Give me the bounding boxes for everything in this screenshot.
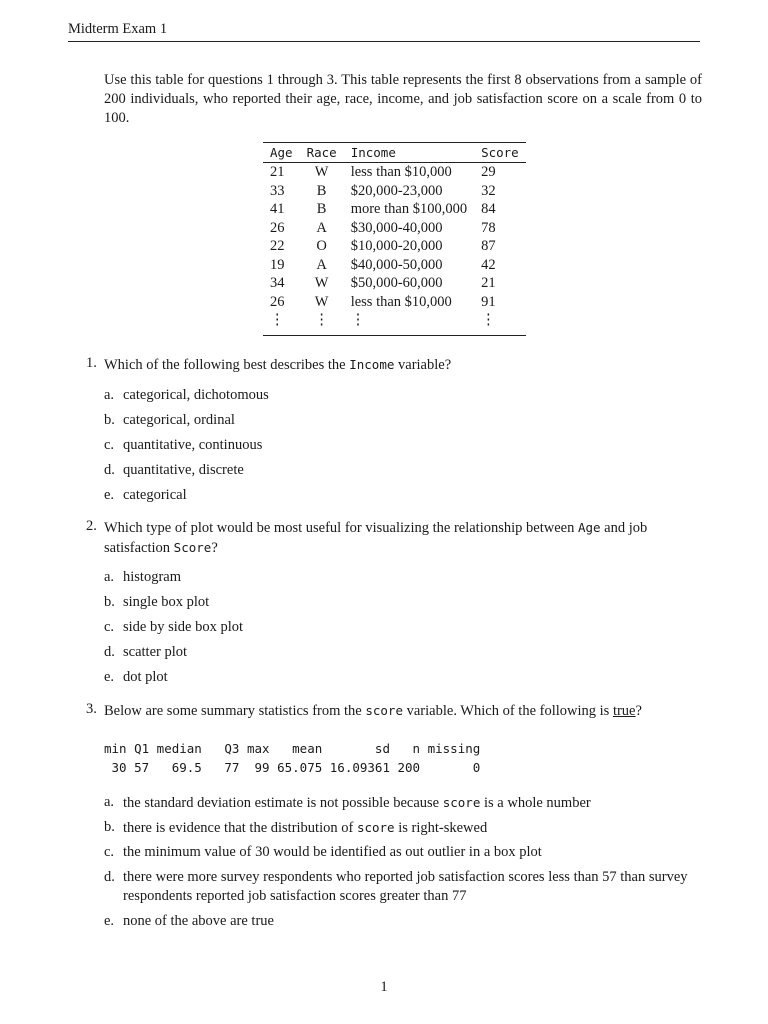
cell-income: $40,000-50,000 <box>350 256 443 273</box>
option-b[interactable] <box>104 818 702 843</box>
question-text-part: Below are some summary statistics from the <box>104 703 366 719</box>
cell-income: less than $10,000 <box>350 164 452 181</box>
question-text <box>104 355 702 375</box>
option-text: histogram <box>123 569 181 585</box>
cell-score: 42 <box>481 256 496 273</box>
table-row <box>263 219 526 238</box>
option-text: quantitative, continuous <box>123 437 263 453</box>
header-income: Income <box>344 143 474 163</box>
ellipsis-age: ⋮ <box>263 311 300 336</box>
table-row <box>263 256 526 275</box>
cell-age: 26 <box>270 293 285 310</box>
question-2 <box>86 518 702 694</box>
cell-score: 21 <box>481 275 496 292</box>
option-text <box>123 818 703 838</box>
question-3 <box>86 701 702 731</box>
option-text: none of the above are true <box>123 913 274 929</box>
option-letter: a. <box>104 387 115 403</box>
cell-score: 78 <box>481 219 496 236</box>
option-letter: d. <box>104 869 115 885</box>
variable-code: Age <box>577 520 601 535</box>
option-text: categorical, ordinal <box>123 412 235 428</box>
cell-score: 87 <box>481 238 496 255</box>
option-e[interactable] <box>104 912 702 937</box>
ellipsis-score: ⋮ <box>474 311 526 336</box>
header-age: Age <box>263 143 300 163</box>
question-text-part: variable. Which of the following is <box>403 703 613 719</box>
cell-income: $10,000-20,000 <box>350 238 443 255</box>
cell-score: 32 <box>481 182 496 199</box>
question-1 <box>86 355 702 515</box>
option-text: categorical <box>123 487 187 503</box>
option-letter: e. <box>104 487 115 503</box>
option-letter: c. <box>104 437 115 453</box>
cell-race: B <box>316 182 327 199</box>
page-number: 1 <box>380 979 388 995</box>
summary-header: min Q1 median Q3 max mean sd n missing <box>104 741 481 756</box>
option-letter: b. <box>104 819 115 835</box>
question-text <box>104 701 702 721</box>
q3-options-list <box>104 793 702 937</box>
cell-income: $20,000-23,000 <box>350 182 443 199</box>
cell-race: A <box>316 256 327 273</box>
question-number: 3. <box>86 701 97 717</box>
cell-score: 29 <box>481 164 496 181</box>
option-letter: d. <box>104 644 115 660</box>
header-score: Score <box>474 143 526 163</box>
option-a[interactable] <box>104 793 702 818</box>
table-row <box>263 182 526 201</box>
option-letter: b. <box>104 594 115 610</box>
question-text-part: Which type of plot would be most useful for visualizing the relationship between <box>104 520 578 536</box>
cell-race: O <box>316 238 327 255</box>
question-text-part: and job satisfaction <box>104 520 648 556</box>
question-number: 1. <box>86 355 97 371</box>
option-letter: c. <box>104 844 115 860</box>
option-text-part: is a whole number <box>480 795 591 811</box>
question-text-part: Which of the following best describes the <box>104 357 350 373</box>
option-letter: c. <box>104 619 115 635</box>
summary-values: 30 57 69.5 77 99 65.075 16.09361 200 0 <box>104 760 481 775</box>
variable-code: Income <box>349 357 395 372</box>
question-text-part: ? <box>635 703 642 719</box>
option-text: single box plot <box>123 594 210 610</box>
cell-income: less than $10,000 <box>350 293 452 310</box>
option-letter: e. <box>104 913 115 929</box>
option-text: dot plot <box>123 669 168 685</box>
data-table <box>263 142 526 336</box>
cell-race: W <box>314 293 329 310</box>
table-ellipsis-row <box>263 311 526 336</box>
option-text <box>123 793 703 813</box>
table-row <box>263 237 526 256</box>
cell-age: 34 <box>270 275 285 292</box>
option-text-part: there is evidence that the distribution of <box>123 820 357 836</box>
cell-race: B <box>316 201 327 218</box>
cell-income: $50,000-60,000 <box>350 275 443 292</box>
variable-code: score <box>365 703 403 718</box>
option-text-part: is right-skewed <box>394 820 488 836</box>
table-header-row <box>263 143 526 163</box>
option-c[interactable] <box>104 843 702 868</box>
variable-code: Score <box>173 540 212 555</box>
ellipsis-income: ⋮ <box>344 311 474 336</box>
option-text-part: the standard deviation estimate is not possible because <box>123 795 443 811</box>
header-race: Race <box>300 143 344 163</box>
cell-race: W <box>314 275 329 292</box>
cell-score: 84 <box>481 201 496 218</box>
option-letter: e. <box>104 669 115 685</box>
page-header <box>68 21 700 42</box>
question-text <box>104 518 702 558</box>
variable-code: score <box>356 820 395 835</box>
exam-title: Midterm Exam 1 <box>68 21 168 37</box>
table-row <box>263 200 526 219</box>
option-text: categorical, dichotomous <box>123 387 269 403</box>
cell-age: 22 <box>270 238 285 255</box>
option-letter: d. <box>104 462 115 478</box>
question-number: 2. <box>86 518 97 534</box>
cell-race: A <box>316 219 327 236</box>
option-letter: b. <box>104 412 115 428</box>
question-text-part: ? <box>211 540 218 556</box>
summary-statistics <box>104 739 480 777</box>
cell-income: $30,000-40,000 <box>350 219 443 236</box>
table-row <box>263 163 526 182</box>
table-row <box>263 293 526 312</box>
cell-age: 26 <box>270 219 285 236</box>
intro-paragraph: Use this table for questions 1 through 3. This table represents the first 8 observations from a sample of 200 individuals, who reported their age, race, income, and job satisfaction score on a scale from 0 to 100. <box>104 72 702 126</box>
cell-age: 19 <box>270 256 285 273</box>
option-text: quantitative, discrete <box>123 462 244 478</box>
option-text: there were more survey respondents who reported job satisfaction scores less than 57 than survey respondents reported job satisfaction scores greater than 77 <box>123 869 688 904</box>
cell-age: 33 <box>270 182 285 199</box>
option-letter: a. <box>104 794 115 810</box>
cell-score: 91 <box>481 293 496 310</box>
cell-age: 41 <box>270 201 285 218</box>
cell-age: 21 <box>270 164 285 181</box>
variable-code: score <box>442 795 481 810</box>
underlined-word: true <box>612 703 636 719</box>
option-d[interactable] <box>104 868 702 912</box>
option-text: scatter plot <box>123 644 188 660</box>
option-text: side by side box plot <box>123 619 244 635</box>
ellipsis-race: ⋮ <box>300 311 344 336</box>
cell-race: W <box>314 164 329 181</box>
cell-income: more than $100,000 <box>350 201 468 218</box>
option-letter: a. <box>104 569 115 585</box>
table-row <box>263 274 526 293</box>
question-text-part: variable? <box>394 357 452 373</box>
option-text: the minimum value of 30 would be identified as out outlier in a box plot <box>123 844 542 860</box>
